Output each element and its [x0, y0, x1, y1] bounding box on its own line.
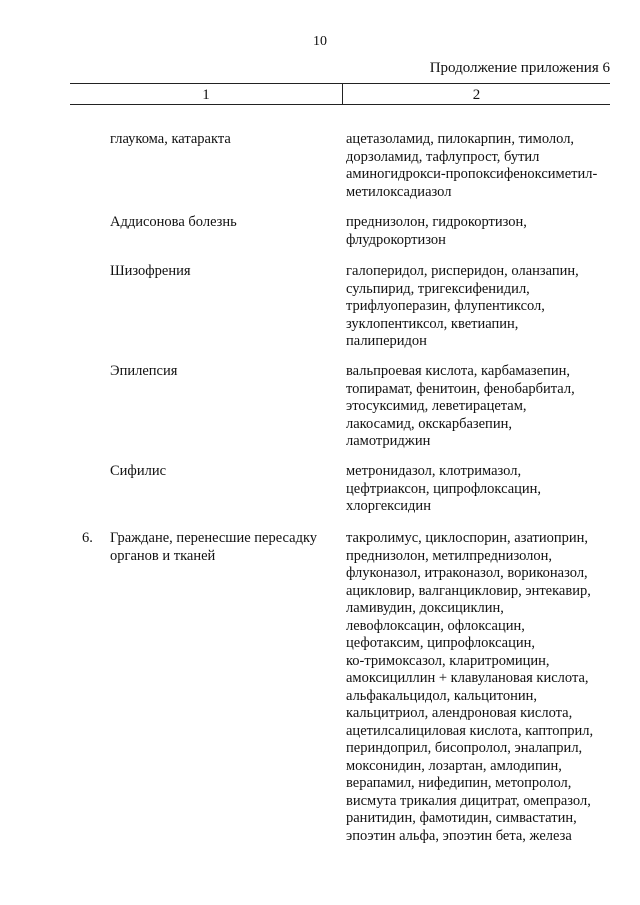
- drug-list-line: ламивудин, доксициклин,: [346, 600, 504, 616]
- continuation-label: Продолжение приложения 6: [429, 60, 610, 76]
- drug-list-line: висмута трикалия дицитрат, омепразол,: [346, 792, 591, 809]
- drug-list-line: аминогидрокси-пропоксифеноксиметил-: [346, 166, 598, 182]
- condition-text: Аддисонова болезнь: [110, 214, 237, 230]
- drug-list-line: ламотриджин: [346, 433, 431, 449]
- drug-list-line: метронидазол, клотримазол,: [346, 463, 522, 479]
- drug-list-line: ацетазоламид, пилокарпин, тимолол,: [346, 131, 575, 147]
- drug-list-line: галоперидол, рисперидон, оланзапин,: [346, 263, 579, 279]
- drug-list-line: ацикловир, валганцикловир, энтекавир,: [346, 582, 591, 599]
- drug-list-line: кальцитриол, алендроновая кислота,: [346, 705, 573, 721]
- drug-list-line: альфакальцидол, кальцитонин,: [346, 687, 537, 704]
- condition-text: Сифилис: [110, 463, 167, 479]
- drug-list-line: сульпирид, тригексифенидил,: [346, 280, 530, 297]
- drug-list-line: моксонидин, лозартан, амлодипин,: [346, 757, 562, 774]
- drug-list-line: палиперидон: [346, 333, 427, 349]
- drug-list-line: преднизолон, метилпреднизолон,: [346, 547, 553, 564]
- table-header-bottom-border: [70, 104, 610, 105]
- condition-text: Эпилепсия: [110, 363, 178, 379]
- condition-text: органов и тканей: [110, 547, 216, 564]
- drug-list-line: зуклопентиксол, кветиапин,: [346, 315, 519, 332]
- drug-list-line: ацетилсалициловая кислота, каптоприл,: [346, 722, 594, 739]
- condition-text: глаукома, катаракта: [110, 131, 231, 147]
- drug-list-line: верапамил, нифедипин, метопролол,: [346, 775, 572, 791]
- drug-list-line: трифлуоперазин, флупентиксол,: [346, 298, 545, 314]
- drug-list-line: такролимус, циклоспорин, азатиоприн,: [346, 530, 589, 546]
- drug-list-line: топирамат, фенитоин, фенобарбитал,: [346, 380, 575, 397]
- drug-list-line: метилоксадиазол: [346, 183, 452, 200]
- column-header-2: 2: [472, 87, 481, 103]
- drug-list-line: хлоргексидин: [346, 498, 431, 514]
- drug-list-line: преднизолон, гидрокортизон,: [346, 214, 527, 230]
- drug-list-line: цефтриаксон, ципрофлоксацин,: [346, 480, 542, 497]
- drug-list-line: ко-тримоксазол, кларитромицин,: [346, 652, 550, 669]
- drug-list-line: вальпроевая кислота, карбамазепин,: [346, 363, 570, 379]
- column-header-1: 1: [202, 87, 210, 103]
- drug-list-line: дорзоламид, тафлупрост, бутил: [346, 148, 540, 165]
- drug-list-line: ранитидин, фамотидин, симвастатин,: [346, 810, 577, 826]
- drug-list-line: левофлоксацин, офлоксацин,: [346, 617, 525, 634]
- row-number: 6.: [82, 530, 93, 546]
- drug-list-line: флудрокортизон: [346, 231, 446, 248]
- drug-list-line: эпоэтин альфа, эпоэтин бета, железа: [346, 827, 572, 844]
- drug-list-line: флуконазол, итраконазол, вориконазол,: [346, 565, 588, 581]
- drug-list-line: этосуксимид, леветирацетам,: [346, 398, 527, 414]
- condition-text: Граждане, перенесшие пересадку: [110, 530, 318, 546]
- drug-list-line: лакосамид, окскарбазепин,: [346, 415, 512, 432]
- condition-text: Шизофрения: [110, 263, 191, 279]
- drug-list-line: амоксициллин + клавулановая кислота,: [346, 670, 589, 686]
- drug-list-line: периндоприл, бисопролол, эналаприл,: [346, 740, 583, 756]
- page-number: 10: [313, 34, 327, 49]
- table-top-border: [70, 83, 610, 84]
- drug-list-line: цефотаксим, ципрофлоксацин,: [346, 635, 536, 651]
